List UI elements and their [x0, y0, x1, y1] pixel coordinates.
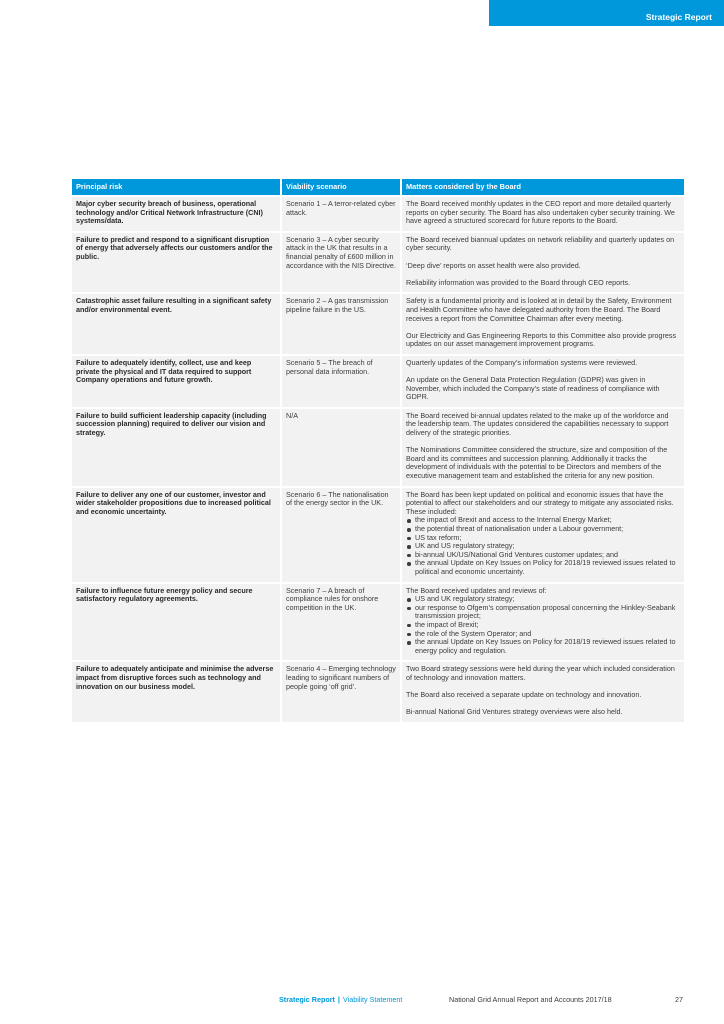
- page-footer: [0, 995, 724, 1007]
- bullet-list: [406, 516, 680, 576]
- table-header-row: [72, 179, 684, 196]
- bullet-item: US tax reform;: [406, 534, 680, 543]
- paragraph: The Board received bi-annual updates related to the make up of the workforce and the leadership team. The updates considered the capabilities necessary to support delivery of the strategic priorities.: [406, 410, 669, 438]
- paragraph: Safety is a fundamental priority and is looked at in detail by the Safety, Environment and Health Committee who have delegated authority from the Board. The Board receives a report from the Committee Chairman after every meeting.: [406, 296, 672, 323]
- bullet-item: the impact of Brexit;: [406, 621, 680, 630]
- bullet-item: the impact of Brexit and access to the Internal Energy Market;: [406, 516, 680, 525]
- viability-scenario-cell: Scenario 4 – Emerging technology leading to significant numbers of people going ‘off grid’.: [281, 661, 401, 722]
- paragraph: The Board received updates and reviews of:: [406, 585, 547, 595]
- principal-risk-cell: Failure to predict and respond to a significant disruption of energy that adversely affects our customers and/or the public.: [72, 232, 281, 294]
- paragraph: Our Electricity and Gas Engineering Reports to this Committee also provide progress updates on our asset management improvement programs.: [406, 330, 677, 349]
- table-row: [72, 293, 684, 355]
- matters-considered-cell: [401, 583, 684, 662]
- viability-scenario-cell: Scenario 3 – A cyber security attack in the UK that results in a financial penalty of £600 million in accordance with the NIS Directive.: [281, 232, 401, 294]
- paragraph: The Board also received a separate update on technology and innovation.: [406, 690, 642, 700]
- page-number: 27: [675, 995, 683, 1004]
- table-row: [72, 408, 684, 487]
- viability-scenario-cell: Scenario 5 – The breach of personal data information.: [281, 355, 401, 408]
- table-body: [72, 196, 684, 722]
- viability-scenario-cell: Scenario 7 – A breach of compliance rules for onshore competition in the UK.: [281, 583, 401, 662]
- footer-report-title: National Grid Annual Report and Accounts 2017/18: [449, 995, 612, 1004]
- matters-considered-cell: [401, 661, 684, 722]
- header-matters-considered: Matters considered by the Board: [401, 179, 684, 196]
- bullet-item: bi-annual UK/US/National Grid Ventures customer updates; and: [406, 551, 680, 560]
- paragraph: Quarterly updates of the Company’s information systems were reviewed.: [406, 357, 638, 367]
- bullet-item: the role of the System Operator; and: [406, 630, 680, 639]
- paragraph: The Board has been kept updated on political and economic issues that have the potential to affect our stakeholders and our strategy to mitigate any associated risks. These included:: [406, 489, 674, 516]
- principal-risk-table: [72, 179, 684, 722]
- footer-subsection: Viability Statement: [342, 995, 403, 1004]
- viability-scenario-cell: Scenario 6 – The nationalisation of the energy sector in the UK.: [281, 487, 401, 583]
- paragraph: An update on the General Data Protection Regulation (GDPR) was given in November, which included the Company’s state of readiness of compliance with GDPR.: [406, 375, 660, 402]
- matters-considered-cell: [401, 355, 684, 408]
- principal-risk-cell: Failure to deliver any one of our customer, investor and wider stakeholder propositions due to increased political and economic uncertainty.: [72, 487, 281, 583]
- paragraph: The Board received monthly updates in the CEO report and more detailed quarterly reports on cyber security. The Board has also undertaken cyber security training. We have agreed a structured scorecard for future reports to the Board.: [406, 199, 675, 226]
- bullet-item: our response to Ofgem’s compensation proposal concerning the Hinkley-Seabank transmission project;: [406, 604, 680, 621]
- table-row: [72, 196, 684, 232]
- table-row: [72, 661, 684, 722]
- matters-considered-cell: [401, 408, 684, 487]
- bullet-item: the annual Update on Key Issues on Policy for 2018/19 reviewed issues related to energy policy and regulation.: [406, 638, 680, 655]
- paragraph: Reliability information was provided to the Board through CEO reports.: [406, 277, 631, 287]
- table-row: [72, 232, 684, 294]
- paragraph: The Board received biannual updates on network reliability and quarterly updates on cyber security.: [406, 234, 675, 253]
- footer-section: [279, 995, 402, 1004]
- footer-separator: |: [337, 995, 340, 1004]
- table-row: [72, 355, 684, 408]
- section-tab: [489, 0, 724, 26]
- bullet-list: [406, 595, 680, 655]
- principal-risk-cell: Catastrophic asset failure resulting in a significant safety and/or environmental event.: [72, 293, 281, 355]
- viability-scenario-cell: N/A: [281, 408, 401, 487]
- matters-considered-cell: [401, 487, 684, 583]
- principal-risk-cell: Major cyber security breach of business, operational technology and/or Critical Network Infrastructure (CNI) systems/data.: [72, 196, 281, 232]
- header-viability-scenario: Viability scenario: [281, 179, 401, 196]
- header-principal-risk: Principal risk: [72, 179, 281, 196]
- paragraph: Two Board strategy sessions were held during the year which included consideration of technology and innovation matters.: [406, 664, 675, 682]
- paragraph: ‘Deep dive’ reports on asset health were also provided.: [406, 260, 581, 270]
- paragraph: The Nominations Committee considered the structure, size and composition of the Board and its committees and succession planning. Additionally it tracks the development of individuals with the potential to be Directors and members of the executive management team and established the criteria for any new position.: [406, 445, 668, 481]
- principal-risk-cell: Failure to adequately identify, collect, use and keep private the physical and IT data required to support Company operations and future growth.: [72, 355, 281, 408]
- bullet-item: UK and US regulatory strategy;: [406, 542, 680, 551]
- principal-risk-cell: Failure to build sufficient leadership capacity (including succession planning) required to deliver our vision and strategy.: [72, 408, 281, 487]
- footer-section-label: Strategic Report: [279, 995, 335, 1004]
- bullet-item: the potential threat of nationalisation under a Labour government;: [406, 525, 680, 534]
- principal-risk-cell: Failure to adequately anticipate and minimise the adverse impact from disruptive forces such as technology and innovation on our business model.: [72, 661, 281, 722]
- matters-considered-cell: [401, 232, 684, 294]
- bullet-item: the annual Update on Key Issues on Policy for 2018/19 reviewed issues related to political and economic uncertainty.: [406, 559, 680, 576]
- viability-scenario-cell: Scenario 1 – A terror-related cyber attack.: [281, 196, 401, 232]
- matters-considered-cell: [401, 293, 684, 355]
- paragraph: Bi-annual National Grid Ventures strategy overviews were also held.: [406, 707, 623, 717]
- bullet-item: US and UK regulatory strategy;: [406, 595, 680, 604]
- matters-considered-cell: [401, 196, 684, 232]
- principal-risk-cell: Failure to influence future energy policy and secure satisfactory regulatory agreements.: [72, 583, 281, 662]
- table-row: [72, 583, 684, 662]
- section-tab-label: Strategic Report: [645, 12, 712, 22]
- table-row: [72, 487, 684, 583]
- viability-scenario-cell: Scenario 2 – A gas transmission pipeline failure in the US.: [281, 293, 401, 355]
